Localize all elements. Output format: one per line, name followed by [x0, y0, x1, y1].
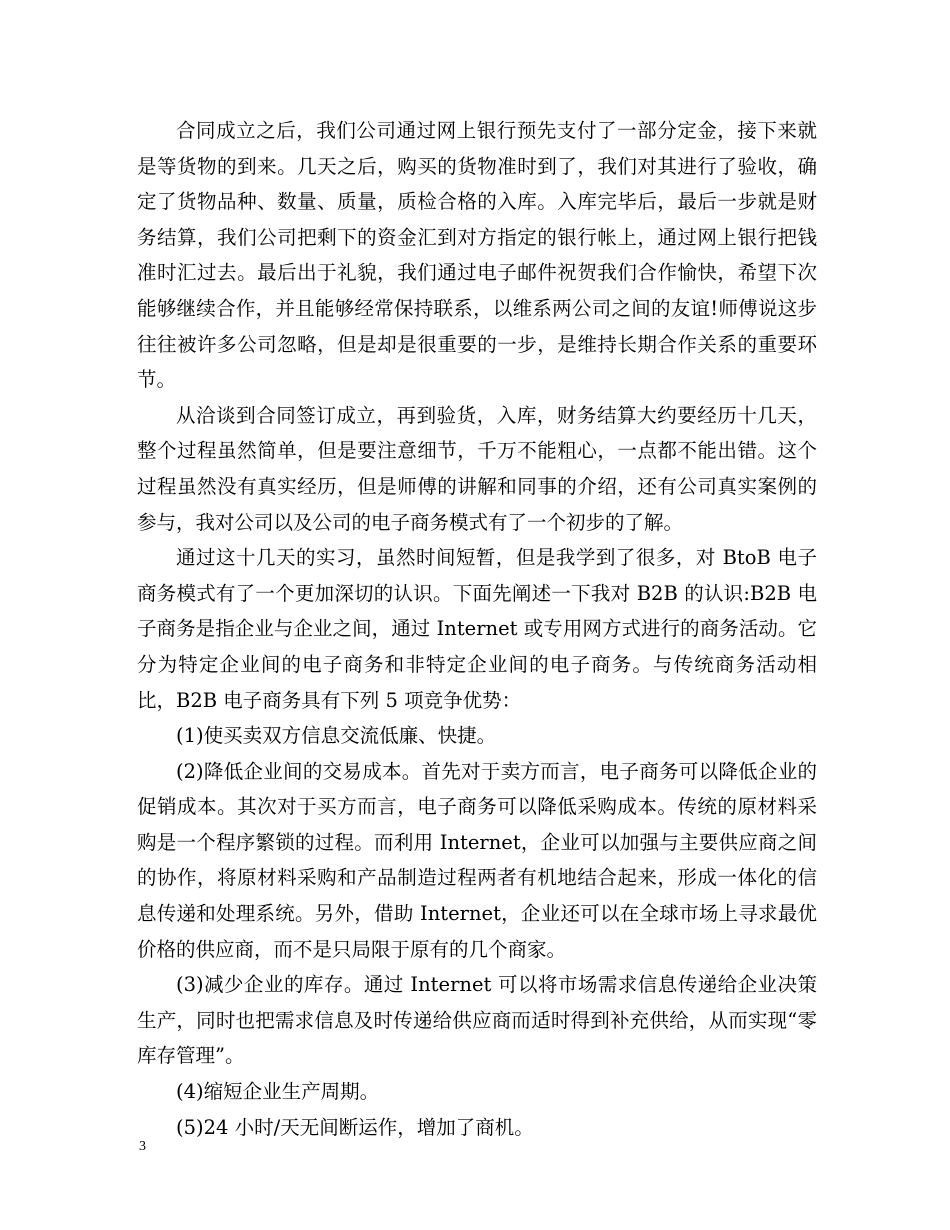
paragraph-process-summary: 从洽谈到合同签订成立，再到验货，入库，财务结算大约要经历十几天，整个过程虽然简单，但是要注意细节，千万不能粗心，一点都不能出错。这个过程虽然没有真实经历，但是师傅的讲解和同事的介绍，还有公司真实案例的参与，我对公司以及公司的电子商务模式有了一个初步的了解。: [137, 403, 817, 534]
list-item-advantage-3: (3)减少企业的库存。通过 Internet 可以将市场需求信息传递给企业决策生产，同时也把需求信息及时传递给供应商而适时得到补充供给，从而实现“零库存管理”。: [137, 973, 817, 1068]
list-item-advantage-1: (1)使买卖双方信息交流低廉、快捷。: [176, 724, 497, 748]
list-item-advantage-2: (2)降低企业间的交易成本。首先对于卖方而言，电子商务可以降低企业的促销成本。其次对于买方而言，电子商务可以降低采购成本。传统的原材料采购是一个程序繁锁的过程。而利用 Internet，企业可以加强与主要供应商之间的协作，将原材料采购和产品制造过程两者有机地结合起来，形成一体化的信息传递和处理系统。另外，借助 Internet，企业还可以在全球市场上寻求最优价格的供应商，而不是只局限于原有的几个商家。: [137, 759, 817, 961]
list-item-advantage-5: (5)24 小时/天无间断运作，增加了商机。: [176, 1115, 534, 1139]
document-body: [137, 113, 817, 1145]
list-item-advantage-4: (4)缩短企业生产周期。: [176, 1080, 380, 1104]
paragraph-b2b-definition: 通过这十几天的实习，虽然时间短暂，但是我学到了很多，对 BtoB 电子商务模式有了一个更加深切的认识。下面先阐述一下我对 B2B 的认识:B2B 电子商务是指企业与企业之间，通过 Internet 或专用网方式进行的商务活动。它分为特定企业间的电子商务和非特定企业间的电子商务。与传统商务活动相比，B2B 电子商务具有下列 5 项竞争优势：: [137, 546, 817, 712]
paragraph-contract-completion: 合同成立之后，我们公司通过网上银行预先支付了一部分定金，接下来就是等货物的到来。几天之后，购买的货物准时到了，我们对其进行了验收，确定了货物品种、数量、质量，质检合格的入库。入库完毕后，最后一步就是财务结算，我们公司把剩下的资金汇到对方指定的银行帐上，通过网上银行把钱准时汇过去。最后出于礼貌，我们通过电子邮件祝贺我们合作愉快，希望下次能够继续合作，并且能够经常保持联系，以维系两公司之间的友谊!师傅说这步往往被许多公司忽略，但是却是很重要的一步，是维持长期合作关系的重要环节。: [137, 119, 817, 392]
page-number: 3: [139, 1139, 146, 1154]
